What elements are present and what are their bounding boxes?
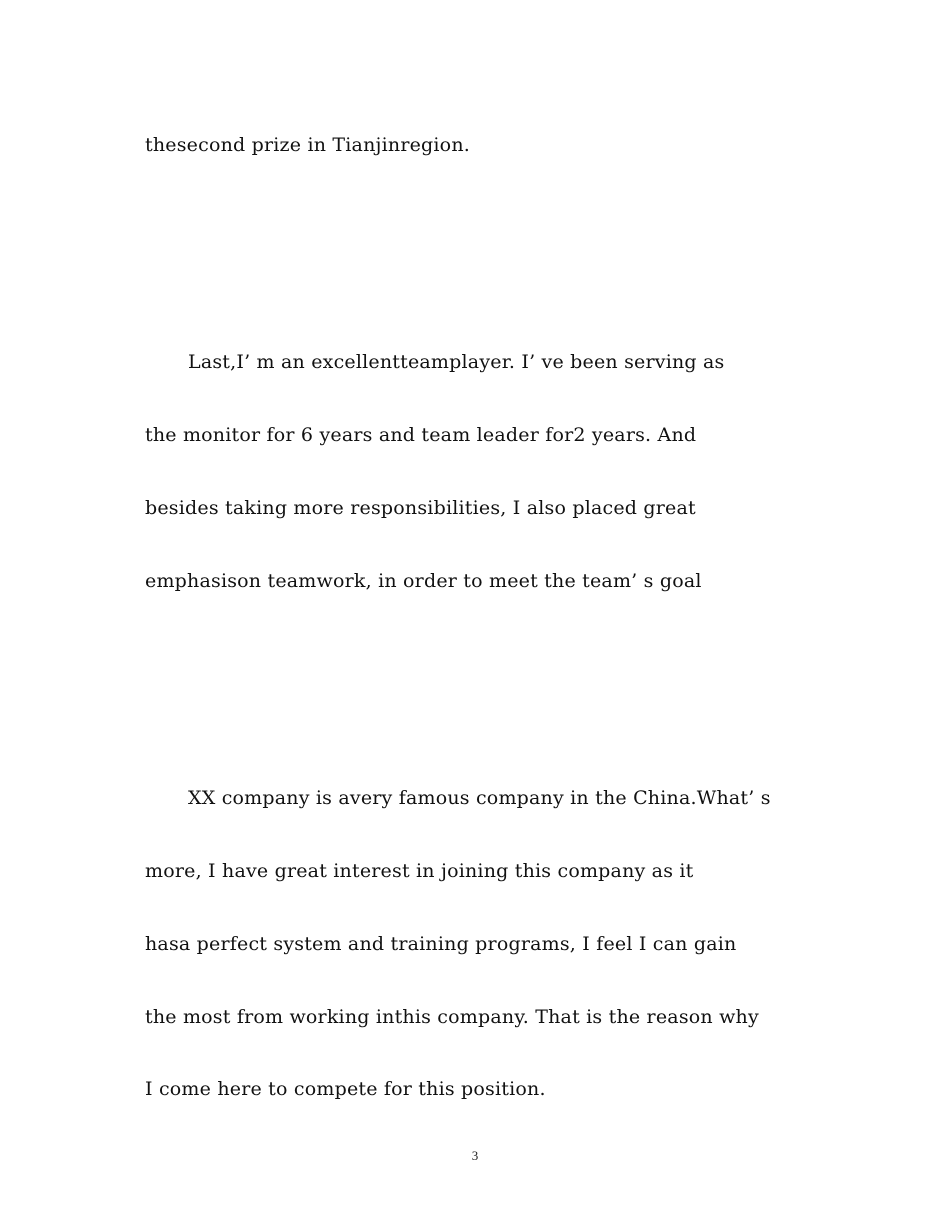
paragraph-line: I come here to compete for this position. [145,1078,546,1100]
paragraph-line: the monitor for 6 years and team leader for2 years. And [145,424,697,446]
paragraph-line: emphasison teamwork, in order to meet the team’ s goal [145,570,702,592]
paragraph-line: hasa perfect system and training programs, I feel I can gain [145,933,737,955]
paragraph-line: Last,I’ m an excellentteamplayer. I’ ve been serving as [188,351,725,373]
page-number: 3 [471,1148,479,1163]
paragraph-line: the most from working inthis company. That is the reason why [145,1006,759,1028]
paragraph-line: XX company is avery famous company in the China.What’ s [188,787,771,809]
paragraph-line: more, I have great interest in joining this company as it [145,860,694,882]
paragraph-line: besides taking more responsibilities, I also placed great [145,497,696,519]
paragraph-line: thesecond prize in Tianjinregion. [145,134,470,156]
